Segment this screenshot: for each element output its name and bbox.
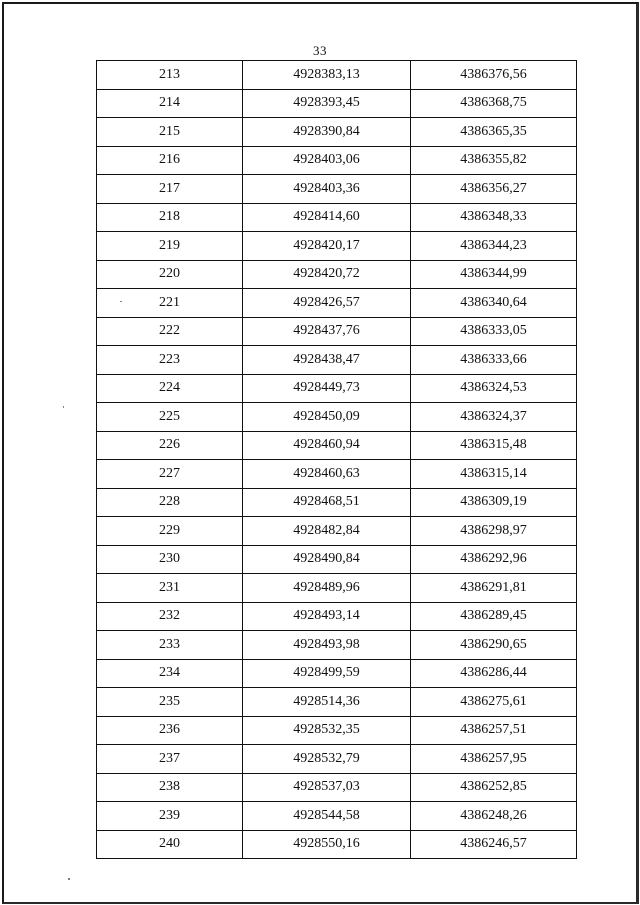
y-coordinate-cell: 4386348,33 [411, 203, 577, 232]
point-number-cell: 217 [97, 175, 243, 204]
table-row [97, 488, 577, 517]
y-coordinate-cell: 4386365,35 [411, 118, 577, 147]
y-coordinate-cell: 4386257,95 [411, 745, 577, 774]
point-number-cell: 237 [97, 745, 243, 774]
point-number-cell: 219 [97, 232, 243, 261]
table-row [97, 403, 577, 432]
coordinates-table [96, 60, 577, 859]
x-coordinate-cell: 4928490,84 [243, 545, 411, 574]
y-coordinate-cell: 4386324,53 [411, 374, 577, 403]
y-coordinate-cell: 4386324,37 [411, 403, 577, 432]
table-row [97, 574, 577, 603]
table-row [97, 146, 577, 175]
page-number: 33 [313, 43, 327, 58]
table-row [97, 460, 577, 489]
x-coordinate-cell: 4928493,14 [243, 602, 411, 631]
x-coordinate-cell: 4928532,79 [243, 745, 411, 774]
coordinates-table-body [97, 61, 577, 859]
y-coordinate-cell: 4386289,45 [411, 602, 577, 631]
y-coordinate-cell: 4386252,85 [411, 773, 577, 802]
x-coordinate-cell: 4928489,96 [243, 574, 411, 603]
table-row [97, 203, 577, 232]
point-number-cell: 232 [97, 602, 243, 631]
table-row [97, 688, 577, 717]
point-number-cell: 220 [97, 260, 243, 289]
x-coordinate-cell: 4928450,09 [243, 403, 411, 432]
point-number-cell: 222 [97, 317, 243, 346]
point-number-cell: 239 [97, 802, 243, 831]
table-row [97, 89, 577, 118]
table-row [97, 61, 577, 90]
y-coordinate-cell: 4386248,26 [411, 802, 577, 831]
x-coordinate-cell: 4928438,47 [243, 346, 411, 375]
x-coordinate-cell: 4928537,03 [243, 773, 411, 802]
table-row [97, 631, 577, 660]
scan-speck [68, 878, 70, 880]
x-coordinate-cell: 4928383,13 [243, 61, 411, 90]
x-coordinate-cell: 4928460,94 [243, 431, 411, 460]
y-coordinate-cell: 4386315,48 [411, 431, 577, 460]
table-row [97, 716, 577, 745]
scan-speck [120, 301, 122, 302]
point-number-cell: 238 [97, 773, 243, 802]
table-row [97, 175, 577, 204]
point-number-cell: 236 [97, 716, 243, 745]
point-number-cell: 216 [97, 146, 243, 175]
x-coordinate-cell: 4928437,76 [243, 317, 411, 346]
x-coordinate-cell: 4928532,35 [243, 716, 411, 745]
x-coordinate-cell: 4928420,72 [243, 260, 411, 289]
table-row [97, 602, 577, 631]
point-number-cell: 225 [97, 403, 243, 432]
point-number-cell: 214 [97, 89, 243, 118]
x-coordinate-cell: 4928449,73 [243, 374, 411, 403]
table-row [97, 517, 577, 546]
point-number-cell: 224 [97, 374, 243, 403]
x-coordinate-cell: 4928403,36 [243, 175, 411, 204]
table-row [97, 346, 577, 375]
table-row [97, 830, 577, 859]
y-coordinate-cell: 4386309,19 [411, 488, 577, 517]
y-coordinate-cell: 4386315,14 [411, 460, 577, 489]
y-coordinate-cell: 4386376,56 [411, 61, 577, 90]
y-coordinate-cell: 4386290,65 [411, 631, 577, 660]
table-row [97, 659, 577, 688]
point-number-cell: 229 [97, 517, 243, 546]
table-row [97, 118, 577, 147]
x-coordinate-cell: 4928393,45 [243, 89, 411, 118]
point-number-cell: 235 [97, 688, 243, 717]
point-number-cell: 231 [97, 574, 243, 603]
y-coordinate-cell: 4386257,51 [411, 716, 577, 745]
point-number-cell: 228 [97, 488, 243, 517]
y-coordinate-cell: 4386286,44 [411, 659, 577, 688]
y-coordinate-cell: 4386298,97 [411, 517, 577, 546]
table-row [97, 745, 577, 774]
x-coordinate-cell: 4928499,59 [243, 659, 411, 688]
point-number-cell: 213 [97, 61, 243, 90]
table-row [97, 431, 577, 460]
y-coordinate-cell: 4386344,23 [411, 232, 577, 261]
y-coordinate-cell: 4386344,99 [411, 260, 577, 289]
x-coordinate-cell: 4928420,17 [243, 232, 411, 261]
table-row [97, 374, 577, 403]
scan-speck [63, 406, 64, 408]
y-coordinate-cell: 4386291,81 [411, 574, 577, 603]
y-coordinate-cell: 4386340,64 [411, 289, 577, 318]
table-row [97, 260, 577, 289]
point-number-cell: 223 [97, 346, 243, 375]
x-coordinate-cell: 4928544,58 [243, 802, 411, 831]
point-number-cell: 226 [97, 431, 243, 460]
y-coordinate-cell: 4386355,82 [411, 146, 577, 175]
x-coordinate-cell: 4928482,84 [243, 517, 411, 546]
y-coordinate-cell: 4386275,61 [411, 688, 577, 717]
x-coordinate-cell: 4928514,36 [243, 688, 411, 717]
point-number-cell: 233 [97, 631, 243, 660]
x-coordinate-cell: 4928426,57 [243, 289, 411, 318]
x-coordinate-cell: 4928550,16 [243, 830, 411, 859]
point-number-cell: 215 [97, 118, 243, 147]
table-row [97, 317, 577, 346]
x-coordinate-cell: 4928468,51 [243, 488, 411, 517]
y-coordinate-cell: 4386333,05 [411, 317, 577, 346]
x-coordinate-cell: 4928460,63 [243, 460, 411, 489]
point-number-cell: 221 [97, 289, 243, 318]
point-number-cell: 218 [97, 203, 243, 232]
y-coordinate-cell: 4386368,75 [411, 89, 577, 118]
point-number-cell: 234 [97, 659, 243, 688]
y-coordinate-cell: 4386356,27 [411, 175, 577, 204]
table-row [97, 289, 577, 318]
table-row [97, 232, 577, 261]
table-row [97, 545, 577, 574]
x-coordinate-cell: 4928403,06 [243, 146, 411, 175]
point-number-cell: 230 [97, 545, 243, 574]
x-coordinate-cell: 4928414,60 [243, 203, 411, 232]
y-coordinate-cell: 4386333,66 [411, 346, 577, 375]
point-number-cell: 227 [97, 460, 243, 489]
y-coordinate-cell: 4386246,57 [411, 830, 577, 859]
table-row [97, 773, 577, 802]
table-row [97, 802, 577, 831]
y-coordinate-cell: 4386292,96 [411, 545, 577, 574]
x-coordinate-cell: 4928390,84 [243, 118, 411, 147]
x-coordinate-cell: 4928493,98 [243, 631, 411, 660]
point-number-cell: 240 [97, 830, 243, 859]
